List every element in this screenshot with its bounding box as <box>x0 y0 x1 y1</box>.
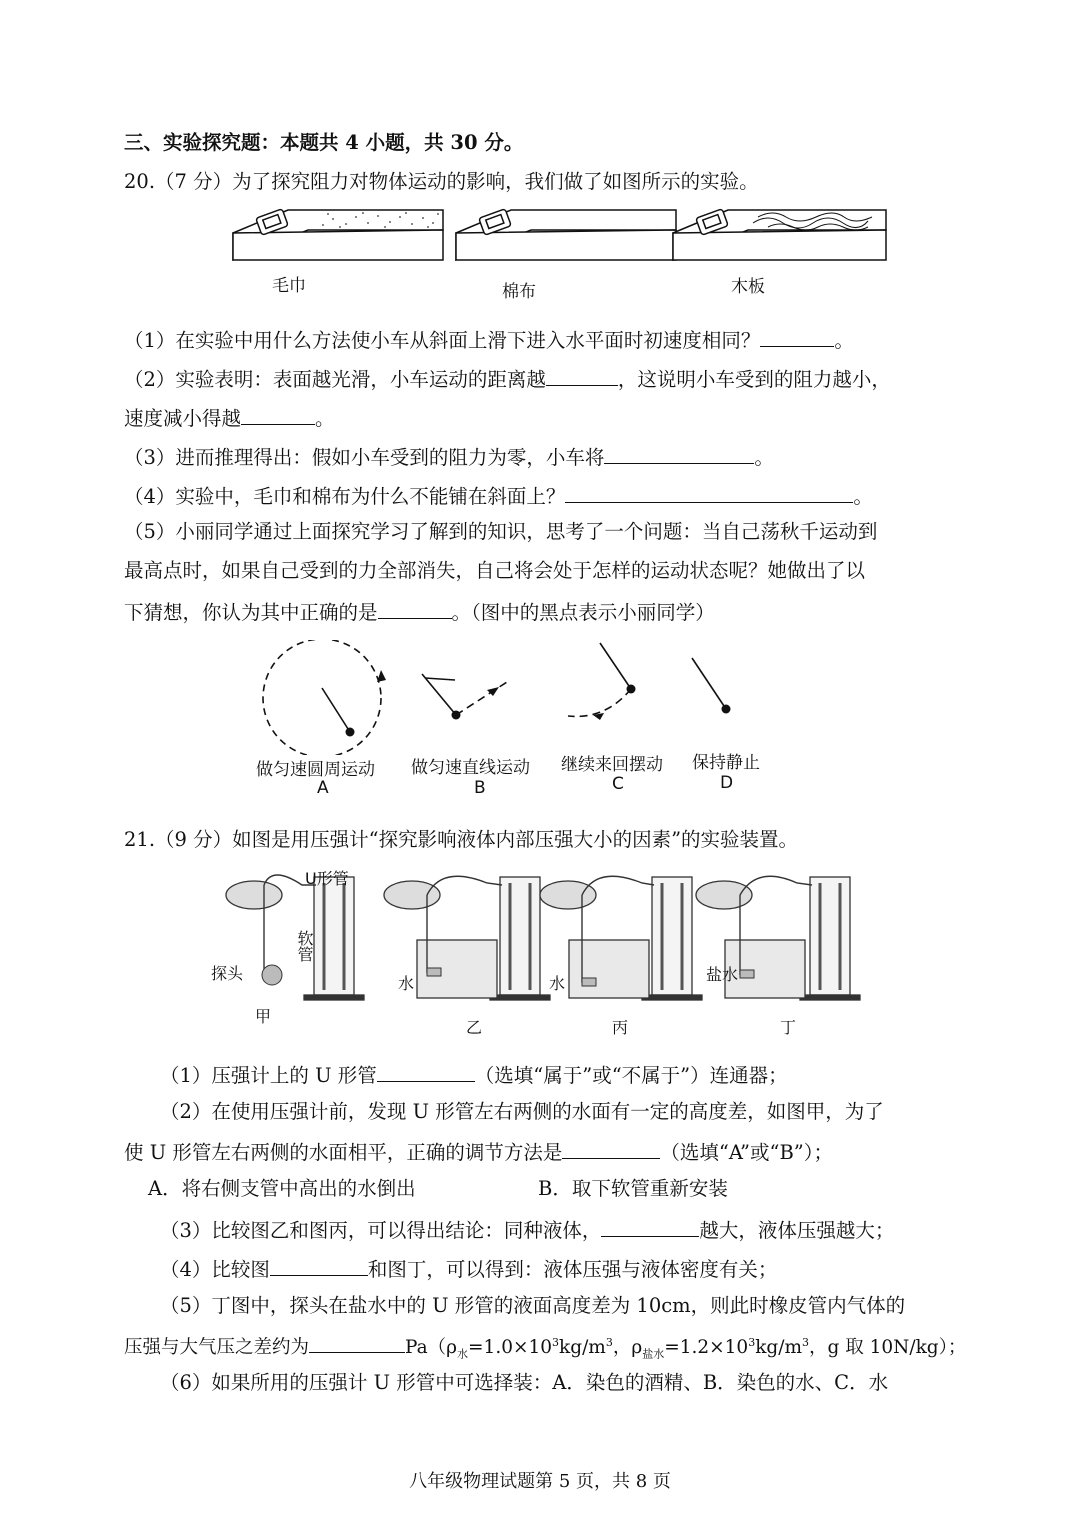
option-c-letter: C <box>612 774 624 794</box>
q20-part2-line1: （2）实验表明：表面越光滑，小车运动的距离越 ，这说明小车受到的阻力越小， <box>124 368 891 391</box>
q20-part5-line3: 下猜想，你认为其中正确的是 。（图中的黑点表示小丽同学） <box>124 601 715 624</box>
answer-blank[interactable] <box>309 1334 405 1353</box>
answer-blank[interactable] <box>378 600 452 619</box>
q21-part2-line2: 使 U 形管左右两侧的水面相平，正确的调节方法是 （选填“A”或“B”）； <box>124 1141 834 1164</box>
label-soft-tube: 软管 <box>295 930 314 962</box>
q21-part6: （6）如果所用的压强计 U 形管中可选择装：A．染色的酒精、B．染色的水、C．水 <box>160 1371 889 1394</box>
surface-label-cotton: 棉布 <box>502 282 536 302</box>
surface-label-towel: 毛巾 <box>272 276 306 296</box>
q21-part2-line1: （2）在使用压强计前，发现 U 形管左右两侧的水面有一定的高度差，如图甲，为了 <box>160 1100 884 1123</box>
answer-blank[interactable] <box>377 1063 475 1082</box>
panel-bing: 丙 <box>612 1018 629 1037</box>
option-c-caption: 继续来回摆动 <box>561 755 663 775</box>
q20-part5-line1: （5）小丽同学通过上面探究学习了解到的知识，思考了一个问题：当自己荡秋千运动到 <box>124 520 878 543</box>
q20-part1: （1）在实验中用什么方法使小车从斜面上滑下进入水平面时初速度相同？ 。 <box>124 329 854 352</box>
answer-blank[interactable] <box>565 484 853 503</box>
panel-jia: 甲 <box>255 1007 272 1026</box>
label-salt-water: 盐水 <box>706 965 739 984</box>
answer-blank[interactable] <box>562 1140 660 1159</box>
label-water-bing: 水 <box>549 974 566 993</box>
answer-blank[interactable] <box>604 445 754 464</box>
label-probe: 探头 <box>211 964 244 983</box>
option-b-letter: B <box>474 778 486 798</box>
q20-part5-line2: 最高点时，如果自己受到的力全部消失，自己将会处于怎样的运动状态呢？她做出了以 <box>124 559 866 582</box>
q20-part2-line2: 速度减小得越 。 <box>124 407 335 430</box>
answer-blank[interactable] <box>270 1257 368 1276</box>
q20-options-figure <box>255 640 775 755</box>
q21-part4: （4）比较图 和图丁，可以得到：液体压强与液体密度有关； <box>160 1258 778 1281</box>
q21-option-b: B．取下软管重新安装 <box>538 1177 728 1200</box>
section-title: 三、实验探究题：本题共 4 小题，共 30 分。 <box>124 131 524 154</box>
q21-option-a: A．将右侧支管中高出的水倒出 <box>148 1177 416 1200</box>
q21-part1: （1）压强计上的 U 形管 （选填“属于”或“不属于”）连通器； <box>160 1064 788 1087</box>
q20-title: 20.（7 分）为了探究阻力对物体运动的影响，我们做了如图所示的实验。 <box>124 170 759 193</box>
q21-title: 21.（9 分）如图是用压强计“探究影响液体内部压强大小的因素”的实验装置。 <box>124 828 799 851</box>
q20-part4: （4）实验中，毛巾和棉布为什么不能铺在斜面上？ 。 <box>124 485 873 508</box>
q21-part5-line1: （5）丁图中，探头在盐水中的 U 形管的液面高度差为 10cm，则此时橡皮管内气体的 <box>160 1294 906 1317</box>
q21-part5-line2: 压强与大气压之差约为 $Pa(\rho_水=1.0\times 10^3kg/m^3$，$\rho_{盐水}=1.2\times 10^3kg/m^3$，g 取 10N/kg）； <box>124 1335 967 1361</box>
answer-blank[interactable] <box>241 406 315 425</box>
q21-part3: （3）比较图乙和图丙，可以得出结论：同种液体， 越大，液体压强越大； <box>160 1219 895 1242</box>
q20-part3: （3）进而推理得出：假如小车受到的阻力为零，小车将 。 <box>124 446 774 469</box>
answer-blank[interactable] <box>760 328 834 347</box>
surface-label-wood: 木板 <box>731 277 765 297</box>
option-a-letter: A <box>317 778 329 798</box>
option-a-caption: 做匀速圆周运动 <box>256 760 375 780</box>
label-water-yi: 水 <box>398 974 415 993</box>
option-d-caption: 保持静止 <box>692 753 760 773</box>
panel-yi: 乙 <box>466 1018 483 1037</box>
option-d-letter: D <box>720 773 734 793</box>
answer-blank[interactable] <box>546 367 618 386</box>
answer-blank[interactable] <box>601 1218 699 1237</box>
page-footer: 八年级物理试题第 5 页，共 8 页 <box>409 1471 671 1492</box>
panel-ding: 丁 <box>780 1018 797 1037</box>
q20-ramps-figure <box>228 205 888 297</box>
label-u-tube: U形管 <box>305 869 349 888</box>
option-b-caption: 做匀速直线运动 <box>411 758 530 778</box>
